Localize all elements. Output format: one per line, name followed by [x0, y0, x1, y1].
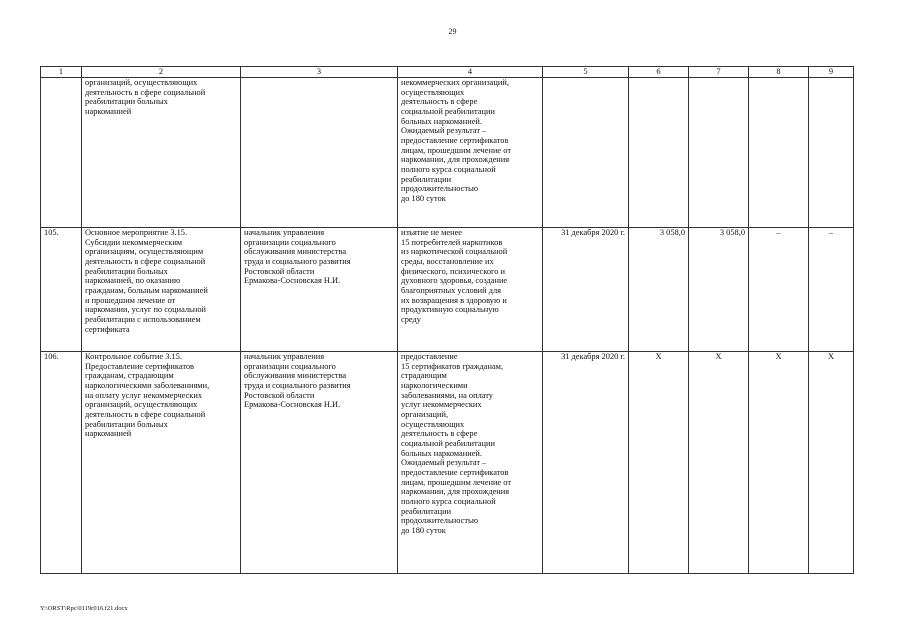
expected-result: некоммерческих организаций, осуществляющих деятельность в сфере социальной реабилитации больных наркоманией. Ожидаемый результат – предоставление сертификатов лицам, прошедшим лечение от наркомании, для прохождения полного курса социальной реабилитации продолжительностью до 180 суток [398, 78, 543, 228]
column-header: 4 [398, 67, 543, 78]
amount-col6 [629, 78, 689, 228]
column-header: 1 [41, 67, 82, 78]
column-number-row [41, 67, 854, 78]
amount-col6: 3 058,0 [629, 228, 689, 352]
expected-result: предоставление 15 сертификатов гражданам, страдающим наркологическими заболеваниями, на оплату услуг некоммерческих организаций, осуществляющих деятельность в сфере социальной реабилитации больных наркоманией. Ожидаемый результат – предоставление сертификатов лицам, прошедшим лечение от наркомании, для прохождения полного курса социальной реабилитации продолжительностью до 180 суток [398, 352, 543, 574]
column-header: 7 [689, 67, 749, 78]
row-number [41, 78, 82, 228]
activity-name: Контрольное событие 3.15. Предоставление сертификатов гражданам, страдающим наркологическими заболеваниями, на оплату услуг некоммерческих организаций, осуществляющих деятельность в сфере социальной реабилитации больных наркоманией [82, 352, 241, 574]
deadline-date [543, 78, 629, 228]
responsible-person: начальник управления организации социального обслуживания министерства труда и социального развития Ростовской области Ермакова-Сосновская Н.И. [241, 228, 398, 352]
column-header: 3 [241, 67, 398, 78]
amount-col6: X [629, 352, 689, 574]
table-row [41, 228, 854, 352]
amount-col8: – [749, 228, 809, 352]
expected-result: изъятие не менее 15 потребителей наркотиков из наркотической социальной среды, восстановление их физического, психического и духовного здоровья, создание благоприятных условий для их возвращения в здоровую и продуктивную социальную среду [398, 228, 543, 352]
deadline-date: 31 декабря 2020 г. [543, 228, 629, 352]
row-number: 106. [41, 352, 82, 574]
column-header: 8 [749, 67, 809, 78]
deadline-date: 31 декабря 2020 г. [543, 352, 629, 574]
amount-col9: X [809, 352, 854, 574]
activity-name: Основное мероприятие 3.15. Субсидии некоммерческим организациям, осуществляющим деятельность в сфере социальной реабилитации больных наркоманией, по оказанию гражданам, больным наркоманией и прошедшим лечение от наркомании, услуг по социальной реабилитации с использованием сертификата [82, 228, 241, 352]
column-header: 9 [809, 67, 854, 78]
amount-col9 [809, 78, 854, 228]
table-row [41, 352, 854, 574]
table-row [41, 78, 854, 228]
column-header: 6 [629, 67, 689, 78]
file-path-footer: Y:\ORST\Rpc\0119r016.f21.docx [40, 605, 128, 612]
plan-table [40, 66, 854, 574]
amount-col9: – [809, 228, 854, 352]
amount-col7: X [689, 352, 749, 574]
responsible-person [241, 78, 398, 228]
column-header: 2 [82, 67, 241, 78]
page-number: 29 [448, 27, 457, 36]
amount-col7: 3 058,0 [689, 228, 749, 352]
amount-col8 [749, 78, 809, 228]
activity-name: организаций, осуществляющих деятельность в сфере социальной реабилитации больных наркоманией [82, 78, 241, 228]
row-number: 105. [41, 228, 82, 352]
amount-col8: X [749, 352, 809, 574]
column-header: 5 [543, 67, 629, 78]
amount-col7 [689, 78, 749, 228]
responsible-person: начальник управления организации социального обслуживания министерства труда и социального развития Ростовской области Ермакова-Сосновская Н.И. [241, 352, 398, 574]
